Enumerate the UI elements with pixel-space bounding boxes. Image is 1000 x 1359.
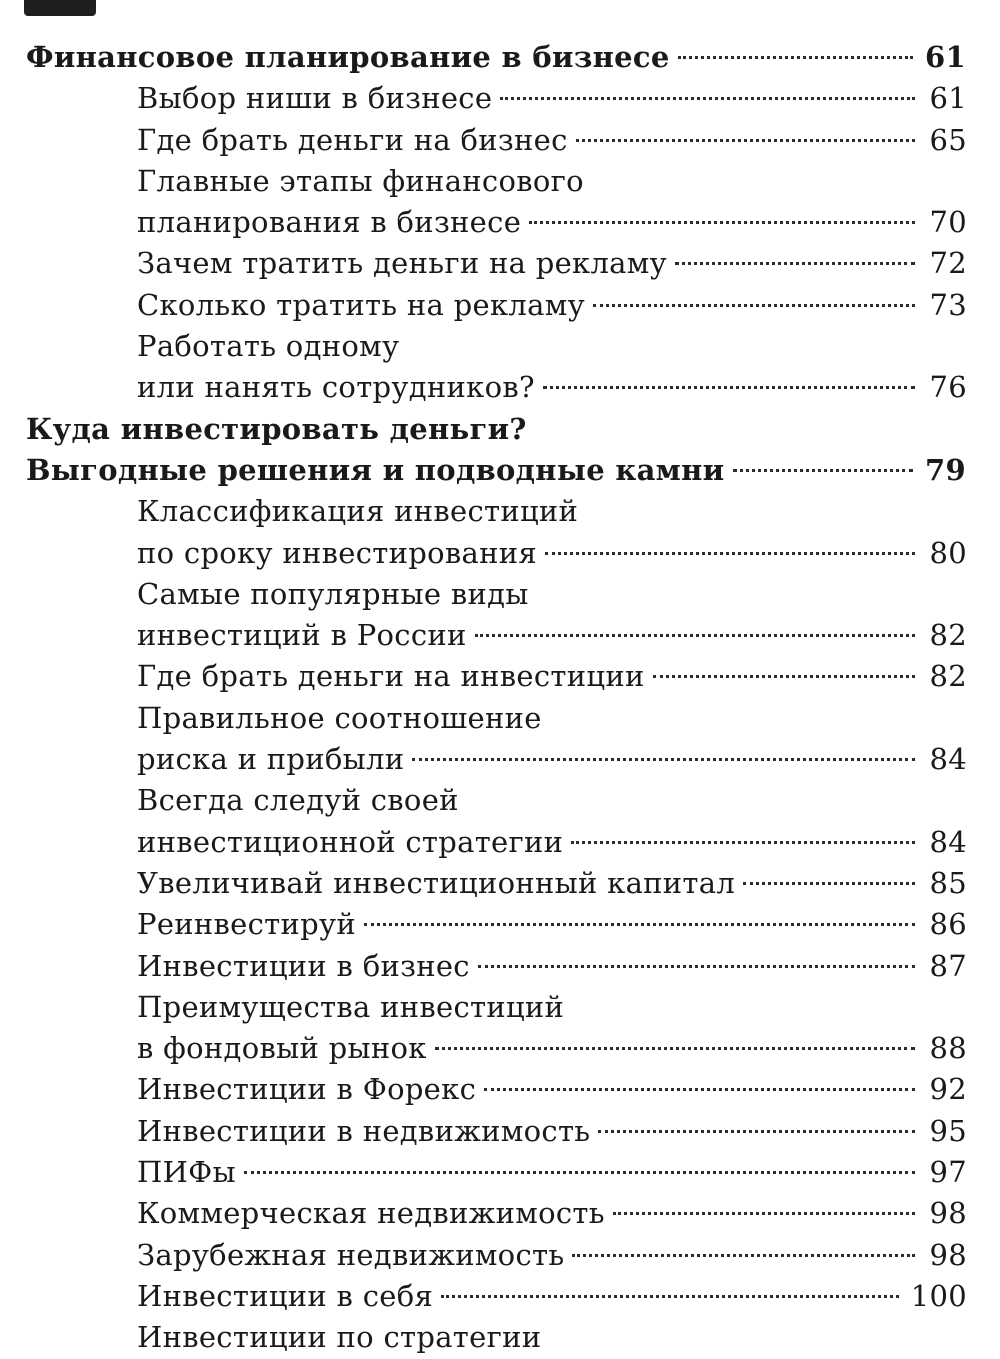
toc-entry[interactable] — [0, 1235, 1000, 1276]
toc-line — [137, 243, 967, 284]
dot-leader — [653, 675, 915, 678]
toc-line — [26, 37, 966, 78]
toc-line — [137, 1317, 1000, 1355]
toc-page-number: 86 — [929, 907, 967, 942]
toc-line — [137, 615, 967, 656]
toc-entry-title: Главные этапы финансового — [137, 163, 584, 198]
toc-line — [137, 285, 967, 326]
toc-entry[interactable] — [0, 243, 1000, 284]
toc-line — [137, 574, 1000, 615]
toc-entry-title: риска и прибыли — [137, 742, 405, 777]
toc-entry[interactable] — [0, 863, 1000, 904]
toc-line — [137, 946, 967, 987]
toc-page-number: 88 — [929, 1031, 967, 1066]
dot-leader — [571, 841, 915, 844]
dot-leader — [733, 469, 914, 472]
toc-entry[interactable] — [0, 78, 1000, 119]
dot-leader — [593, 304, 915, 307]
toc-line — [137, 491, 1000, 532]
dot-leader — [613, 1212, 915, 1215]
toc-line — [137, 533, 967, 574]
dot-leader — [441, 1295, 899, 1298]
toc-entry-title: в фондовый рынок — [137, 1031, 427, 1066]
toc-line — [137, 822, 967, 863]
toc-page-number: 65 — [929, 122, 967, 157]
toc-entry[interactable] — [0, 987, 1000, 1070]
toc-entry-title: Самые популярные виды — [137, 576, 529, 611]
toc-line — [137, 367, 967, 408]
toc-line — [137, 78, 967, 119]
toc-entry-title: Финансовое планирование в бизнесе — [26, 40, 670, 74]
toc-page-number: 85 — [929, 865, 967, 900]
toc-line — [137, 1235, 967, 1276]
toc-page-number: 61 — [929, 81, 967, 116]
toc-entry[interactable] — [0, 656, 1000, 697]
toc-entry-title: или нанять сотрудников? — [137, 370, 535, 405]
toc-page-number: 72 — [929, 246, 967, 281]
toc-page-number: 82 — [929, 618, 967, 653]
toc-line — [137, 1028, 967, 1069]
toc-entry-title: Зарубежная недвижимость — [137, 1237, 565, 1272]
dot-leader — [475, 634, 915, 637]
toc-entry-title: Инвестиции в Форекс — [137, 1072, 477, 1107]
toc-entry[interactable] — [0, 780, 1000, 863]
toc-page-number: 98 — [929, 1196, 967, 1231]
corner-tab-mark — [24, 0, 96, 16]
toc-line — [137, 1276, 967, 1317]
toc-line — [137, 739, 967, 780]
toc-line — [137, 1152, 967, 1193]
toc-entry[interactable] — [0, 1276, 1000, 1317]
toc-page-number: 95 — [929, 1113, 967, 1148]
dot-leader — [500, 97, 915, 100]
toc-page-number: 73 — [929, 287, 967, 322]
dot-leader — [545, 552, 915, 555]
toc-entry[interactable] — [0, 326, 1000, 409]
toc-entry-title: Сколько тратить на рекламу — [137, 287, 585, 322]
dot-leader — [572, 1254, 915, 1257]
toc-line — [137, 120, 967, 161]
toc-entry[interactable] — [0, 1111, 1000, 1152]
toc-entry-title: Преимущества инвестиций — [137, 989, 565, 1024]
toc-page-number: 82 — [929, 659, 967, 694]
toc-page-number: 97 — [929, 1155, 967, 1190]
toc-entry-title: инвестиционной стратегии — [137, 824, 564, 859]
toc-entry-title: Работать одному — [137, 329, 400, 364]
toc-line — [137, 1193, 967, 1234]
toc-line — [137, 1111, 967, 1152]
toc-entry-title: по сроку инвестирования — [137, 535, 537, 570]
toc-line — [26, 409, 1000, 450]
dot-leader — [675, 262, 915, 265]
toc-entry-title: Выгодные решения и подводные камни — [26, 452, 725, 487]
toc-page-number: 92 — [929, 1072, 967, 1107]
toc-entry-title: Инвестиции по стратегии — [137, 1320, 542, 1355]
toc-line — [137, 904, 967, 945]
dot-leader — [598, 1130, 915, 1133]
dot-leader — [743, 882, 915, 885]
toc-entry-title: Где брать деньги на инвестиции — [137, 659, 645, 694]
toc-page-number: 70 — [929, 205, 967, 240]
toc-entry[interactable] — [0, 1069, 1000, 1110]
toc-line — [137, 202, 967, 243]
toc-entry[interactable] — [0, 1193, 1000, 1234]
toc-entry-title: Коммерческая недвижимость — [137, 1196, 605, 1231]
toc-page-number: 61 — [925, 40, 966, 74]
toc-entry-title: Выбор ниши в бизнесе — [137, 81, 493, 116]
toc-page-number: 80 — [929, 535, 967, 570]
toc-entry-title: Куда инвестировать деньги? — [26, 411, 527, 446]
toc-entry[interactable] — [0, 161, 1000, 244]
toc-entry-title: ПИФы — [137, 1155, 236, 1190]
toc-entry-cut-off[interactable] — [0, 1317, 1000, 1355]
toc-entry-title: Инвестиции в себя — [137, 1278, 434, 1313]
toc-entry[interactable] — [0, 285, 1000, 326]
toc-entry-title: планирования в бизнесе — [137, 205, 522, 240]
dot-leader — [529, 221, 915, 224]
toc-entry-title: Зачем тратить деньги на рекламу — [137, 246, 667, 281]
dot-leader — [478, 965, 915, 968]
toc-entry[interactable] — [0, 1152, 1000, 1193]
toc-entry[interactable] — [0, 491, 1000, 574]
toc-page-number: 98 — [929, 1237, 967, 1272]
dot-leader — [435, 1047, 915, 1050]
toc-entry-title: Инвестиции в недвижимость — [137, 1113, 591, 1148]
dot-leader — [576, 139, 915, 142]
toc-page-number: 76 — [929, 370, 967, 405]
toc-page-number: 84 — [929, 824, 967, 859]
toc-entry[interactable] — [0, 904, 1000, 945]
toc-line — [137, 656, 967, 697]
toc-page-number: 100 — [910, 1278, 967, 1313]
toc-entry[interactable] — [0, 37, 1000, 78]
toc-entry[interactable] — [0, 120, 1000, 161]
toc-page-number: 79 — [925, 452, 966, 487]
toc-entry-title: Классификация инвестиций — [137, 494, 579, 529]
toc-entry[interactable] — [0, 574, 1000, 657]
toc-line — [137, 161, 1000, 202]
toc-entry-title: Инвестиции в бизнес — [137, 948, 470, 983]
toc-entry[interactable] — [0, 946, 1000, 987]
toc-line — [137, 987, 1000, 1028]
toc-entry[interactable] — [0, 409, 1000, 492]
dot-leader — [543, 386, 915, 389]
toc-entry-title: Реинвестируй — [137, 907, 356, 942]
dot-leader — [484, 1088, 915, 1091]
toc-entry-title: Всегда следуй своей — [137, 783, 459, 818]
dot-leader — [678, 56, 913, 59]
toc-entry-title: Правильное соотношение — [137, 700, 542, 735]
dot-leader — [412, 758, 915, 761]
toc-line — [137, 326, 1000, 367]
table-of-contents — [0, 37, 1000, 1355]
toc-line — [137, 863, 967, 904]
toc-entry-title: инвестиций в России — [137, 618, 467, 653]
toc-line — [137, 780, 1000, 821]
toc-line — [26, 450, 966, 491]
toc-entry[interactable] — [0, 698, 1000, 781]
toc-line — [137, 698, 1000, 739]
toc-entry-title: Где брать деньги на бизнес — [137, 122, 568, 157]
toc-page-number: 84 — [929, 742, 967, 777]
toc-page-number: 87 — [929, 948, 967, 983]
dot-leader — [244, 1171, 915, 1174]
toc-entry-title: Увеличивай инвестиционный капитал — [137, 865, 736, 900]
dot-leader — [364, 923, 915, 926]
toc-line — [137, 1069, 967, 1110]
